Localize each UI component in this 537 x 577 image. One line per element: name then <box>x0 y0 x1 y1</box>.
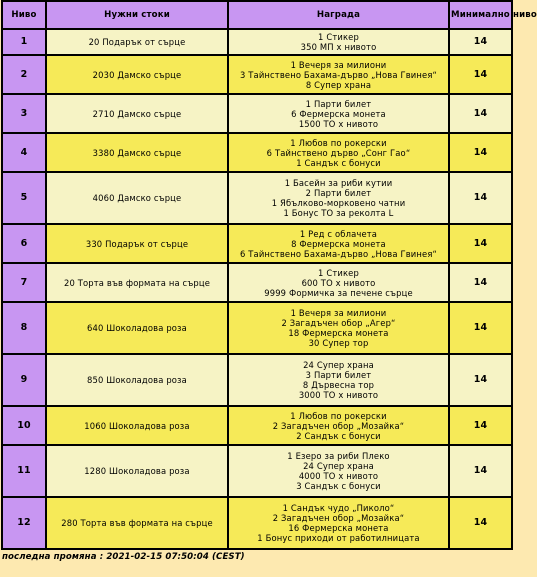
level-cell: 7 <box>2 263 46 302</box>
reward-line: 2 Парти билет <box>305 188 372 198</box>
header-stock: Нужни стоки <box>46 1 228 29</box>
reward-cell <box>228 497 449 549</box>
level-cell: 10 <box>2 406 46 445</box>
reward-line: 3 Сандък с бонуси <box>296 481 381 491</box>
min-level-cell: 14 <box>449 263 512 302</box>
reward-line: 1 Любов по рокерски <box>290 137 387 148</box>
table-row <box>2 94 512 133</box>
required-stock-cell: 2710 Дамско сърце <box>46 94 228 133</box>
table-row <box>2 224 512 263</box>
reward-line: 18 Фермерска монета <box>288 328 389 338</box>
header-level: Ниво <box>2 1 46 29</box>
reward-cell <box>228 29 449 55</box>
min-level-cell: 14 <box>449 94 512 133</box>
reward-line: 2 Загадъчен обор „Мозайка“ <box>272 513 405 523</box>
reward-line: 30 Супер тор <box>308 338 369 348</box>
reward-line: 1 Парти билет <box>305 98 372 109</box>
reward-line: 1 Ябълково-морковено чатни <box>271 198 406 208</box>
reward-line: 2 Сандък с бонуси <box>296 430 381 441</box>
reward-line: 2 Загадъчен обор „Мозайка“ <box>272 420 405 431</box>
required-stock-cell: 1280 Шоколадова роза <box>46 445 228 497</box>
reward-line: 1 Стикер <box>318 32 359 42</box>
reward-cell <box>228 263 449 302</box>
table-row <box>2 497 512 549</box>
header-reward: Награда <box>228 1 449 29</box>
level-cell: 5 <box>2 172 46 224</box>
reward-cell <box>228 354 449 406</box>
reward-line: 9999 Формичка за печене сърце <box>264 287 413 298</box>
reward-line: 16 Фермерска монета <box>288 523 389 533</box>
reward-cell <box>228 302 449 354</box>
min-level-cell: 14 <box>449 172 512 224</box>
level-cell: 11 <box>2 445 46 497</box>
reward-line: 3 Тайнствено Бахама-дърво „Нова Гвинея“ <box>239 69 437 80</box>
reward-line: 6 Фермерска монета <box>291 108 386 119</box>
reward-line: 1 Бонус приходи от работилницата <box>257 533 420 543</box>
min-level-cell: 14 <box>449 406 512 445</box>
reward-line: 1 Сандък с бонуси <box>296 157 381 168</box>
min-level-cell: 14 <box>449 29 512 55</box>
level-cell: 2 <box>2 55 46 94</box>
min-level-cell: 14 <box>449 133 512 172</box>
reward-cell <box>228 224 449 263</box>
table-body <box>2 29 512 549</box>
reward-line: 2 Загадъчен обор „Агер“ <box>281 318 396 328</box>
reward-line: 1 Басейн за риби кутии <box>284 178 393 188</box>
min-level-cell: 14 <box>449 354 512 406</box>
level-cell: 8 <box>2 302 46 354</box>
required-stock-cell: 330 Подарък от сърце <box>46 224 228 263</box>
level-cell: 3 <box>2 94 46 133</box>
reward-line: 1 Бонус ТО за реколта L <box>283 208 394 218</box>
reward-line: 8 Супер храна <box>305 79 372 90</box>
reward-line: 1500 ТО x нивото <box>298 118 379 129</box>
reward-cell <box>228 406 449 445</box>
reward-line: 24 Супер храна <box>303 461 374 471</box>
reward-line: 1 Сандък чудо „Пиколо“ <box>282 503 395 513</box>
reward-line: 8 Фермерска монета <box>291 238 386 249</box>
table-row <box>2 133 512 172</box>
reward-cell <box>228 94 449 133</box>
reward-line: 6 Тайнствено дърво „Сонг Гао“ <box>266 147 411 158</box>
level-cell: 4 <box>2 133 46 172</box>
reward-line: 8 Дървесна тор <box>302 380 375 390</box>
last-change-note: последна промяна : 2021-02-15 07:50:04 (CEST) <box>2 552 245 562</box>
table-row <box>2 29 512 55</box>
table-row <box>2 302 512 354</box>
reward-line: 1 Вечеря за милиони <box>290 308 387 318</box>
required-stock-cell: 850 Шоколадова роза <box>46 354 228 406</box>
table-row <box>2 406 512 445</box>
min-level-cell: 14 <box>449 497 512 549</box>
header-row <box>2 1 512 29</box>
level-cell: 9 <box>2 354 46 406</box>
reward-line: 1 Стикер <box>318 267 359 278</box>
level-cell: 12 <box>2 497 46 549</box>
min-level-cell: 14 <box>449 302 512 354</box>
min-level-cell: 14 <box>449 224 512 263</box>
required-stock-cell: 280 Торта във формата на сърце <box>46 497 228 549</box>
reward-line: 600 ТО x нивото <box>301 277 376 288</box>
required-stock-cell: 640 Шоколадова роза <box>46 302 228 354</box>
reward-cell <box>228 172 449 224</box>
min-level-cell: 14 <box>449 55 512 94</box>
required-stock-cell: 2030 Дамско сърце <box>46 55 228 94</box>
required-stock-cell: 4060 Дамско сърце <box>46 172 228 224</box>
reward-cell <box>228 133 449 172</box>
reward-line: 1 Езеро за риби Плеко <box>287 451 390 461</box>
required-stock-cell: 1060 Шоколадова роза <box>46 406 228 445</box>
reward-line: 6 Тайнствено Бахама-дърво „Нова Гвинея“ <box>239 248 437 259</box>
reward-line: 350 МП x нивото <box>300 42 377 52</box>
level-cell: 1 <box>2 29 46 55</box>
reward-line: 3 Парти билет <box>305 370 372 380</box>
reward-line: 1 Любов по рокерски <box>290 410 387 421</box>
reward-cell <box>228 55 449 94</box>
required-stock-cell: 20 Подарък от сърце <box>46 29 228 55</box>
reward-line: 3000 ТО x нивото <box>298 390 379 400</box>
table-row <box>2 172 512 224</box>
rewards-table <box>1 0 537 550</box>
min-level-cell: 14 <box>449 445 512 497</box>
required-stock-cell: 3380 Дамско сърце <box>46 133 228 172</box>
table-row <box>2 445 512 497</box>
table-row <box>2 263 512 302</box>
header-min-level: Минимално ниво <box>449 1 512 29</box>
table-row <box>2 354 512 406</box>
level-cell: 6 <box>2 224 46 263</box>
required-stock-cell: 20 Торта във формата на сърце <box>46 263 228 302</box>
reward-line: 24 Супер храна <box>303 360 374 370</box>
table-row <box>2 55 512 94</box>
reward-line: 1 Вечеря за милиони <box>290 59 387 70</box>
reward-line: 4000 ТО x нивото <box>298 471 379 481</box>
reward-line: 1 Ред с облачета <box>299 228 378 239</box>
reward-cell <box>228 445 449 497</box>
